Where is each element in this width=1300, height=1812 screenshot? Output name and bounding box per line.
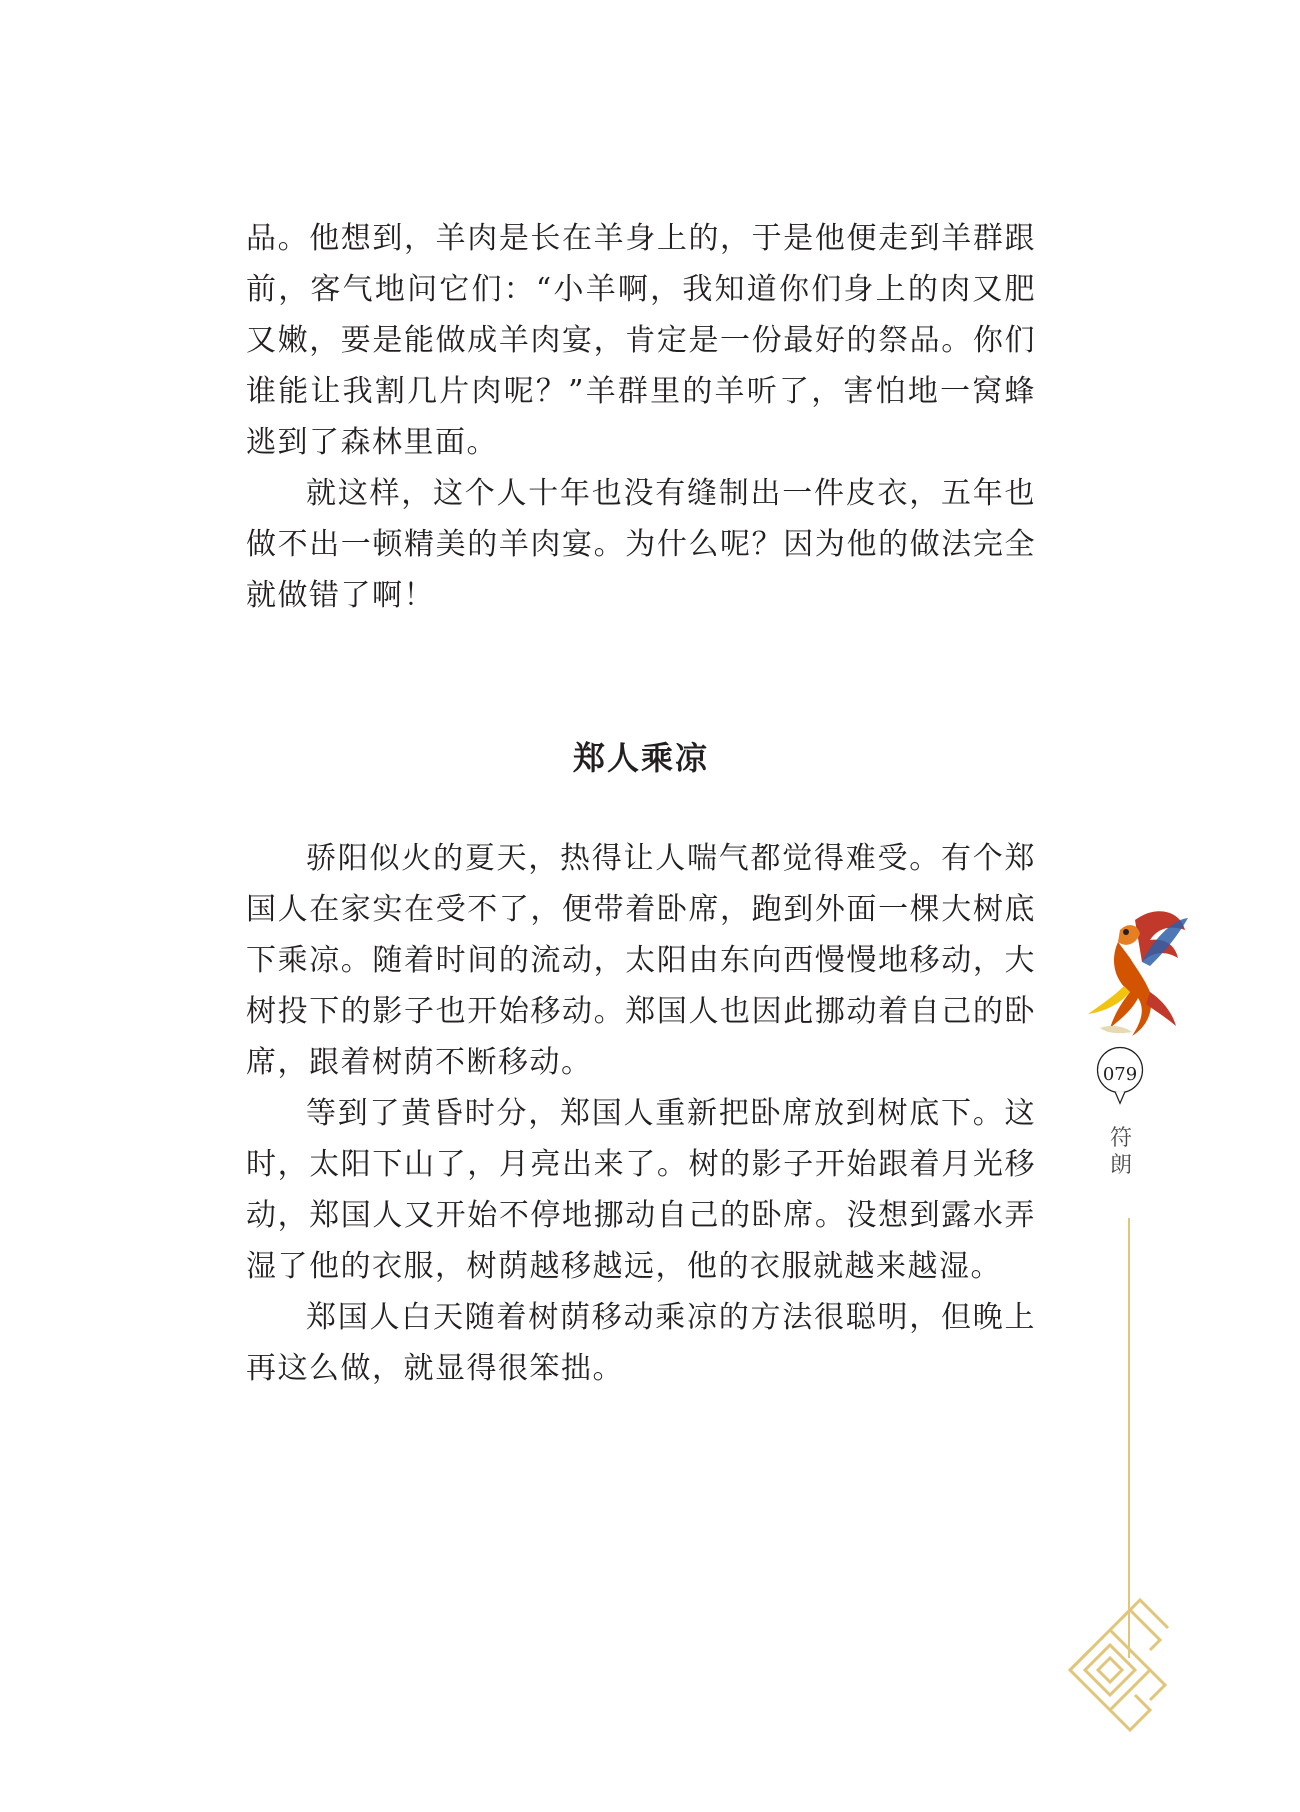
page-number: 079 [1102,1064,1138,1085]
endless-knot-icon [1060,1590,1170,1740]
continued-text [246,213,1036,621]
paragraph: 郑国人白天随着树荫移动乘凉的方法很聪明，但晚上再这么做，就显得很笨拙。 [246,1300,1036,1386]
story-body [246,833,1036,1394]
story-title: 郑人乘凉 [572,739,709,777]
section-label: 符朗 [1109,1126,1132,1178]
paragraph: 品。他想到，羊肉是长在羊身上的，于是他便走到羊群跟前，客气地问它们：“小羊啊，我知道你们身上的肉又肥又嫩，要是能做成羊肉宴，肯定是一份最好的祭品。你们谁能让我割几片肉呢？”羊群里的羊听了，害怕地一窝蜂逃到了森林里面。 [246,221,1036,460]
paragraph: 等到了黄昏时分，郑国人重新把卧席放到树底下。这时，太阳下山了，月亮出来了。树的影子开始跟着月光移动，郑国人又开始不停地挪动自己的卧席。没想到露水弄湿了他的衣服，树荫越移越远，他的衣服就越来越湿。 [246,1096,1036,1284]
margin-decoration [1080,900,1200,1760]
paragraph: 骄阳似火的夏天，热得让人喘气都觉得难受。有个郑国人在家实在受不了，便带着卧席，跑到外面一棵大树底下乘凉。随着时间的流动，太阳由东向西慢慢地移动，大树投下的影子也开始移动。郑国人也因此挪动着自己的卧席，跟着树荫不断移动。 [246,841,1036,1080]
paragraph: 就这样，这个人十年也没有缝制出一件皮衣，五年也做不出一顿精美的羊肉宴。为什么呢？因为他的做法完全就做错了啊！ [246,476,1036,613]
phoenix-icon [1080,900,1190,1040]
